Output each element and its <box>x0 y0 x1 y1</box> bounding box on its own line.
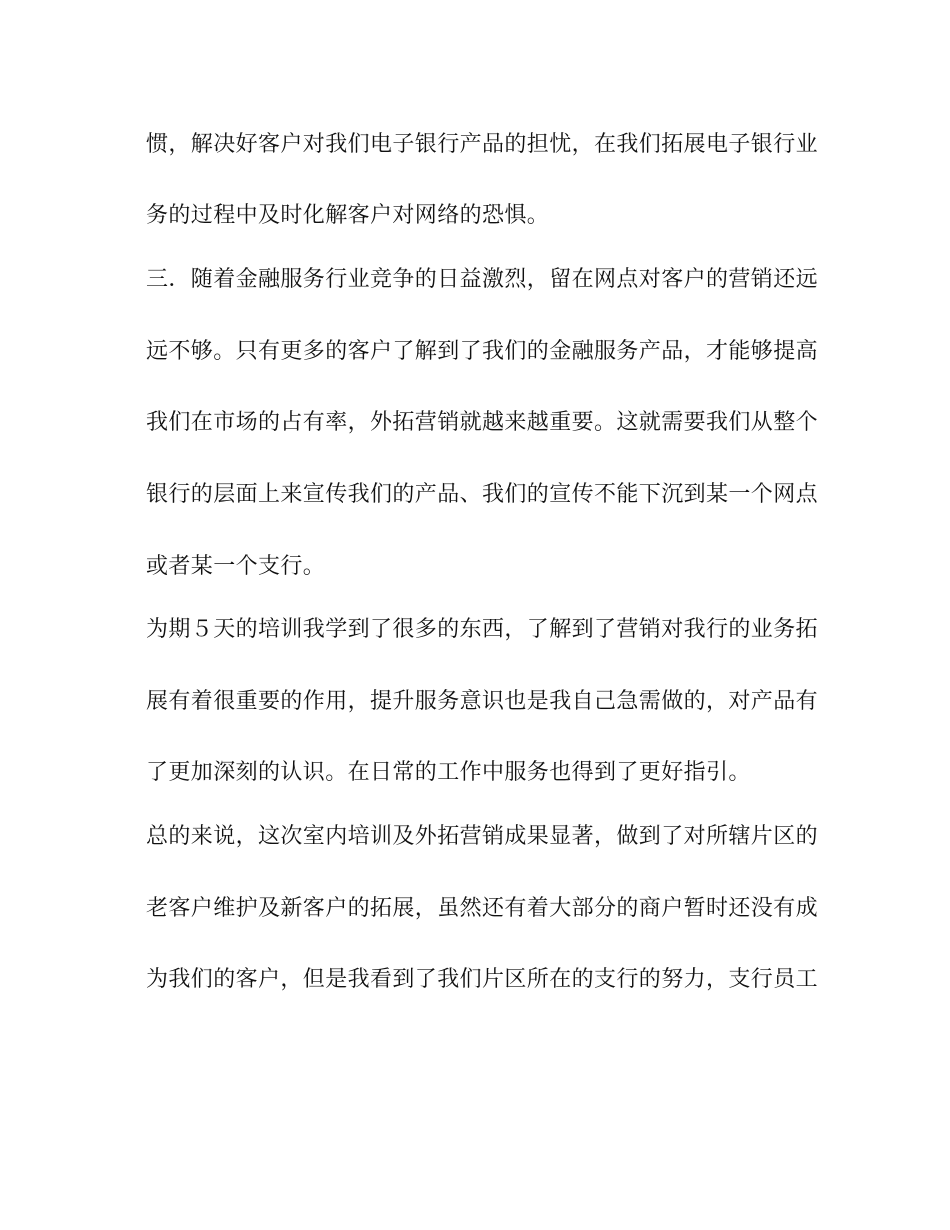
text-line: 展有着很重要的作用，提升服务意识也是我自己急需做的，对产品有 <box>146 689 819 714</box>
text-line: 为我们的客户，但是我看到了我们片区所在的支行的努力，支行员工 <box>146 967 819 992</box>
text-line: 了更加深刻的认识。在日常的工作中服务也得到了更好指引。 <box>146 760 751 785</box>
text-line: 三．随着金融服务行业竞争的日益激烈，留在网点对客户的营销还远 <box>146 267 819 292</box>
text-line: 我们在市场的占有率，外拓营销就越来越重要。这就需要我们从整个 <box>146 410 819 435</box>
text-line: 老客户维护及新客户的拓展，虽然还有着大部分的商户暂时还没有成 <box>146 896 819 921</box>
text-line: 惯，解决好客户对我们电子银行产品的担忧，在我们拓展电子银行业 <box>146 132 819 157</box>
text-line: 总的来说，这次室内培训及外拓营销成果显著，做到了对所辖片区的 <box>146 824 819 849</box>
text-line: 远不够。只有更多的客户了解到了我们的金融服务产品，才能够提高 <box>146 339 819 364</box>
text-line: 为期５天的培训我学到了很多的东西，了解到了营销对我行的业务拓 <box>146 617 819 642</box>
text-line: 银行的层面上来宣传我们的产品、我们的宣传不能下沉到某一个网点 <box>146 482 819 507</box>
text-line: 务的过程中及时化解客户对网络的恐惧。 <box>146 203 550 228</box>
text-line: 或者某一个支行。 <box>146 554 326 579</box>
